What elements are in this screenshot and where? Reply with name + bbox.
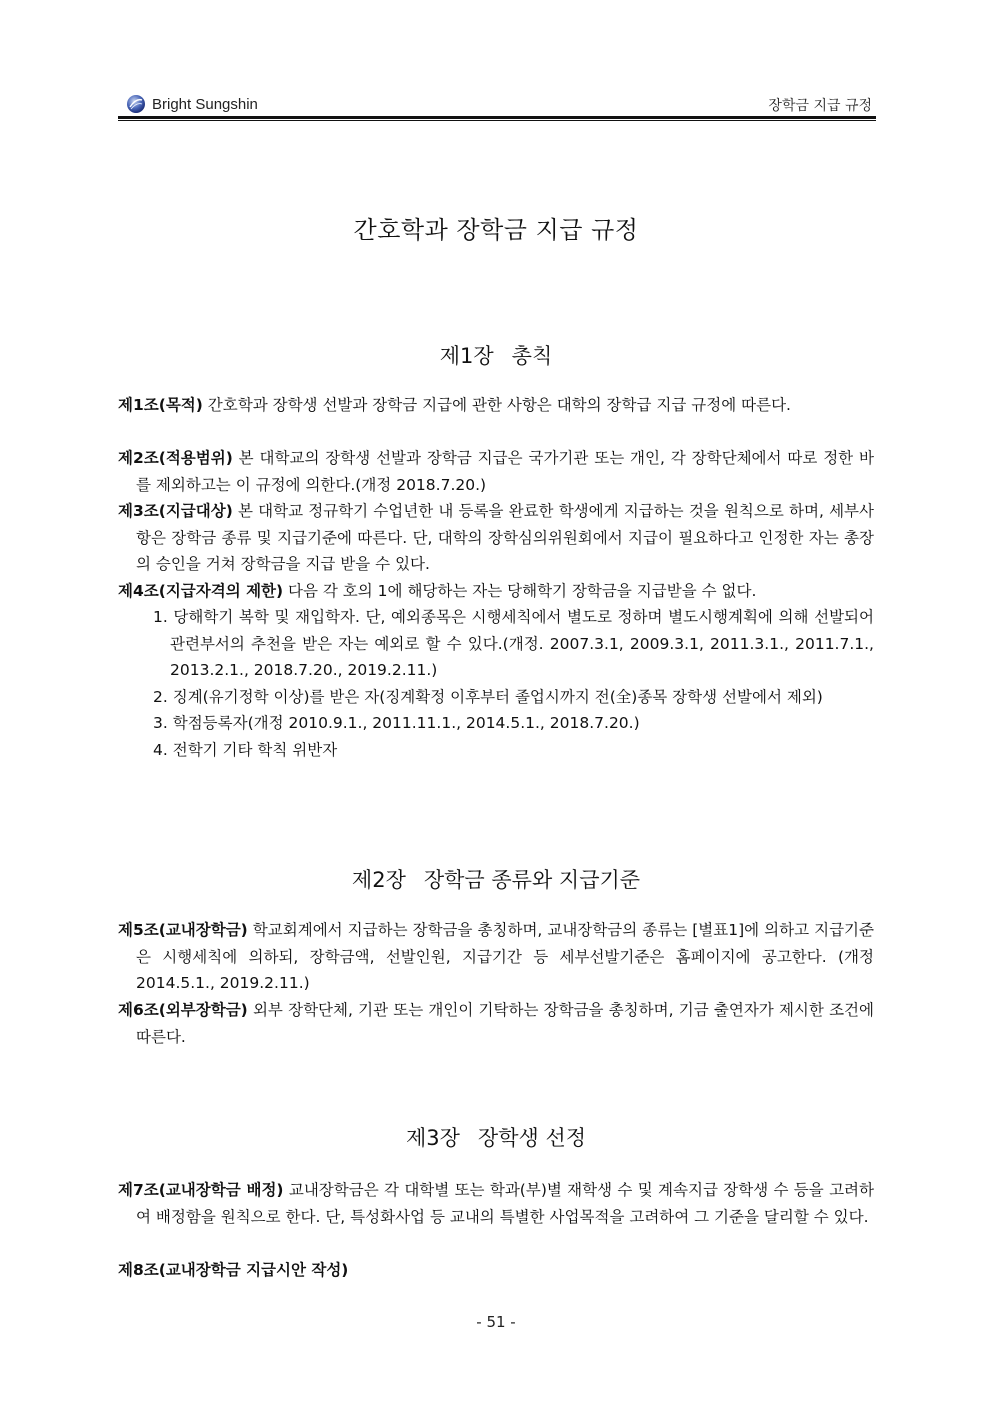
article-heading: 제3조(지급대상) — [118, 502, 233, 520]
article-8 — [118, 1257, 874, 1284]
header-document-title: 장학금 지급 규정 — [768, 98, 872, 114]
article-2 — [118, 445, 874, 498]
article-heading: 제8조(교내장학금 지급시안 작성) — [118, 1261, 349, 1279]
chapter-name: 장학생 선정 — [477, 1126, 587, 1150]
chapter-name: 총칙 — [511, 344, 553, 368]
globe-logo-icon — [126, 94, 146, 114]
article-7 — [118, 1177, 874, 1230]
page-number: - 51 - — [476, 1313, 516, 1331]
page-header — [118, 92, 876, 114]
list-item: 1. 당해학기 복학 및 재입학자. 단, 예외종목은 시행세칙에서 별도로 정하며 별도시행계획에 의해 선발되어 관련부서의 추천을 받은 자는 예외로 할 수 있다.(개정. 2007.3.1, 2009.3.1, 2011.3.1., 2011.7.1., 2013.2.1., 2018.7.20., 2019.2.11.) — [153, 608, 874, 679]
article-heading: 제4조(지급자격의 제한) — [118, 582, 284, 600]
article-heading: 제5조(교내장학금) — [118, 921, 248, 939]
article-text: 외부 장학단체, 기관 또는 개인이 기탁하는 장학금을 총칭하며, 기금 출연자가 제시한 조건에 따른다. — [136, 1001, 874, 1046]
article-text: 본 대학교의 장학생 선발과 장학금 지급은 국가기관 또는 개인, 각 장학단체에서 따로 정한 바를 제외하고는 이 규정에 의한다.(개정 2018.7.20.) — [136, 449, 874, 494]
article-heading: 제1조(목적) — [118, 396, 203, 414]
chapter-heading-3 — [0, 1122, 992, 1152]
brand-name: Bright Sungshin — [152, 95, 258, 113]
list-item: 2. 징계(유기정학 이상)를 받은 자(징계확정 이후부터 졸업시까지 전(全)종목 장학생 선발에서 제외) — [153, 687, 823, 706]
chapter-heading-1 — [0, 340, 992, 370]
article-6 — [118, 997, 874, 1050]
article-3 — [118, 498, 874, 578]
article-heading: 제6조(외부장학금) — [118, 1001, 248, 1019]
document-title: 간호학과 장학금 지급 규정 — [353, 216, 639, 244]
chapter-name: 장학금 종류와 지급기준 — [423, 868, 641, 892]
chapter-number: 제1장 — [439, 344, 494, 368]
list-item: 3. 학점등록자(개정 2010.9.1., 2011.11.1., 2014.5.1., 2018.7.20.) — [153, 714, 640, 732]
article-text: 본 대학교 정규학기 수업년한 내 등록을 완료한 학생에게 지급하는 것을 원칙으로 하며, 세부사항은 장학금 종류 및 지급기준에 따른다. 단, 대학의 장학심의위원회에서 지급이 필요하다고 인정한 자는 총장의 승인을 거쳐 장학금을 지급 받을 수 있다. — [136, 502, 874, 573]
chapter-number: 제2장 — [351, 868, 406, 892]
article-text: 교내장학금은 각 대학별 또는 학과(부)별 재학생 수 및 계속지급 장학생 수 등을 고려하여 배정함을 원칙으로 한다. 단, 특성화사업 등 교내의 특별한 사업목적을 고려하여 그 기준을 달리할 수 있다. — [136, 1181, 874, 1226]
header-divider-thin — [118, 120, 876, 121]
article-heading: 제7조(교내장학금 배정) — [118, 1181, 284, 1199]
logo — [126, 94, 258, 114]
article-1 — [118, 392, 874, 419]
article-heading: 제2조(적용범위) — [118, 449, 233, 467]
header-divider — [118, 116, 876, 119]
chapter-heading-2 — [0, 864, 992, 894]
article-4-items — [153, 604, 874, 763]
chapter-number: 제3장 — [405, 1126, 460, 1150]
list-item: 4. 전학기 기타 학칙 위반자 — [153, 740, 338, 759]
article-text: 간호학과 장학생 선발과 장학금 지급에 관한 사항은 대학의 장학급 지급 규정에 따른다. — [202, 396, 791, 414]
article-5 — [118, 917, 874, 997]
article-text: 다음 각 호의 1에 해당하는 자는 당해학기 장학금을 지급받을 수 없다. — [283, 582, 757, 600]
article-text: 학교회계에서 지급하는 장학금을 총칭하며, 교내장학금의 종류는 [별표1]에 의하고 지급기준은 시행세칙에 의하되, 장학금액, 선발인원, 지급기간 등 세부선발기준은 홈페이지에 공고한다. (개정 2014.5.1., 2019.2.11.) — [136, 921, 874, 992]
article-4 — [118, 578, 874, 605]
